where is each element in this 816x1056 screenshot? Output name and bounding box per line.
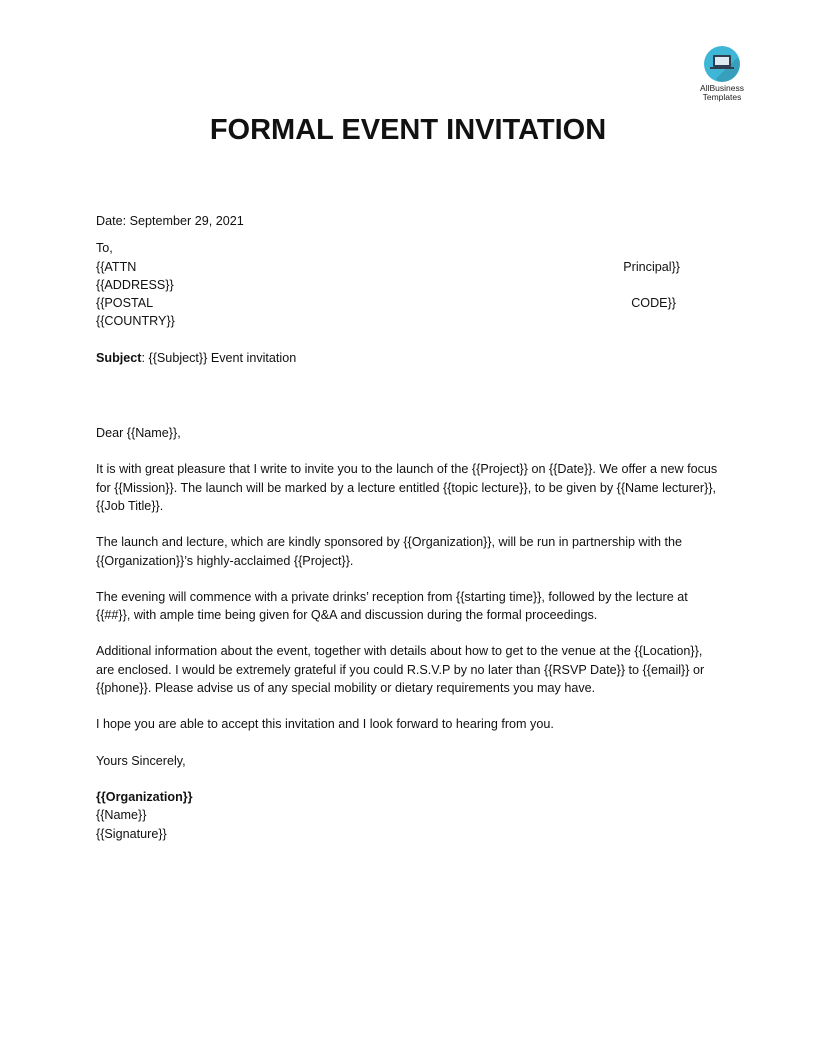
- logo-text: AllBusiness Templates: [700, 83, 744, 102]
- signature-name: {{Name}}: [96, 808, 147, 823]
- signature-organization: {{Organization}}: [96, 789, 193, 804]
- subject-text: {{Subject}} Event invitation: [145, 350, 297, 365]
- letter-body: [96, 212, 718, 843]
- document-title: FORMAL EVENT INVITATION: [209, 114, 607, 146]
- to-line: To,: [96, 241, 113, 256]
- paragraph-5: I hope you are able to accept this invitation and I look forward to hearing from you.: [96, 717, 554, 732]
- date-line: Date: September 29, 2021: [96, 214, 244, 228]
- paragraph-3: The evening will commence with a private drinks’ reception from {{starting time}}, followed by the lecture at {{##}}, with ample time being given for Q&A and discussion during the formal proceedings.: [96, 589, 688, 623]
- subject-line: Subject: {{Subject}} Event invitation: [96, 350, 297, 365]
- paragraph-2: The launch and lecture, which are kindly sponsored by {{Organization}}, will be run in partnership with the {{Organization}}’s highly-acclaimed {{Project}}.: [96, 535, 682, 568]
- paragraph-1: It is with great pleasure that I write to invite you to the launch of the {{Project}} on {{Date}}. We offer a new focus for {{Mission}}. The launch will be marked by a lecture entitled {{topic lecture}}, to be given by {{Name lecturer}}, {{Job Title}}.: [96, 462, 718, 513]
- address-line: {{ADDRESS}}: [96, 277, 174, 292]
- signature-line: {{Signature}}: [96, 826, 167, 841]
- subject-label: Subject: [96, 350, 142, 365]
- closing: Yours Sincerely,: [96, 753, 186, 768]
- attn-line: {{ATTN Principal}}: [96, 259, 680, 274]
- paragraph-4: Additional information about the event, together with details about how to get to the venue at the {{Location}}, are enclosed. I would be extremely grateful if you could R.S.V.P by no later than {{RSVP Date}} to {{email}} or {{phone}}. Please advise us of any special mobility or dietary requirements you may have.: [96, 644, 705, 696]
- laptop-icon: [704, 46, 740, 82]
- allbusiness-templates-logo: [692, 46, 752, 102]
- postal-line: {{POSTAL CODE}}: [96, 296, 676, 311]
- salutation: Dear {{Name}},: [96, 426, 181, 441]
- country-line: {{COUNTRY}}: [96, 314, 175, 329]
